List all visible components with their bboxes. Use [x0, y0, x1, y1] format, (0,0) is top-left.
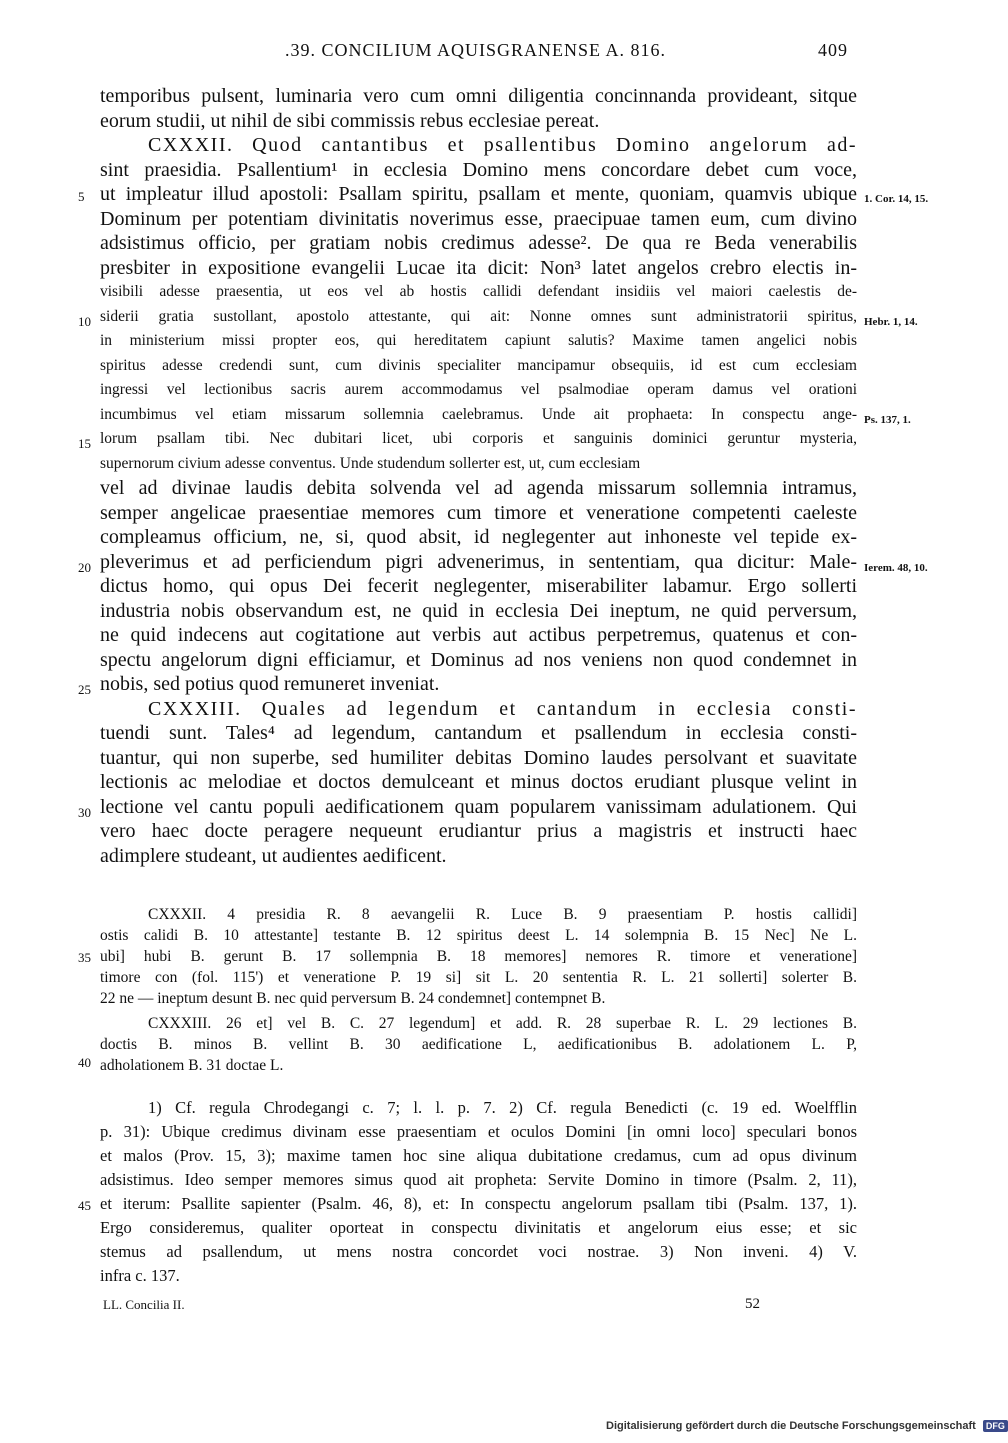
footnote-line: stemus ad psallendum, ut mens nostra concordet voci nostrae. 3) Non inveni. 4) V. — [100, 1242, 857, 1261]
margin-reference: 1. Cor. 14, 15. — [864, 193, 929, 205]
line-number: 5 — [78, 189, 85, 204]
text-line: presbiter in expositione evangelii Lucae ita dicit: Non³ latet angelos crebro electis in- — [100, 256, 857, 279]
line-number: 30 — [78, 805, 91, 820]
apparatus-line: CXXXII. 4 presidia R. 8 aevangelii R. Luce B. 9 praesentiam P. hostis callidi] — [148, 906, 857, 923]
text-line: tuantur, qui non superbe, sed humiliter debitas Domino laudes persolvant et suavitate — [100, 746, 857, 769]
text-line: ut impleatur illud apostoli: Psallam spiritu, psallam et mente, quoniam, quamvis ubique — [100, 183, 857, 205]
apparatus-line: doctis B. minos B. vellint B. 30 aedificatione L, aedificationibus B. adolationem L. P, — [100, 1036, 857, 1053]
line-number: 15 — [78, 436, 91, 451]
signature-mark: LL. Concilia II. — [103, 1297, 185, 1312]
line-number: 40 — [78, 1055, 91, 1070]
text-line: visibili adesse praesentia, ut eos vel ab hostis callidi defendant insidiis vel maiori caelestis de- — [100, 283, 857, 300]
text-line: vero haec docte peragere nequeunt erudiantur prius a magistris et instructi haec — [100, 820, 857, 842]
footnotes — [100, 1096, 857, 1288]
text-line: dictus homo, qui opus Dei fecerit neglegenter, miserabiliter labamur. Ergo sollerti — [100, 575, 857, 597]
margin-reference: Ierem. 48, 10. — [864, 562, 928, 574]
apparatus-line: CXXXIII. 26 et] vel B. C. 27 legendum] et add. R. 28 superbae R. L. 29 lectiones B. — [148, 1015, 857, 1032]
line-number: 45 — [78, 1198, 91, 1213]
sheet-number: 52 — [745, 1296, 760, 1312]
footnote-line: infra c. 137. — [100, 1266, 180, 1285]
text-line: compleamus officium, ne, si, quod absit, id neglegenter aut inhoneste vel tepide ex- — [100, 526, 857, 548]
text-line: Dominum per potentiam divinitatis noverimus esse, praecipuae tamen eum, cum divino — [100, 207, 857, 230]
text-line: industria nobis observandum est, ne quid in ecclesia Dei ineptum, ne quid perversum, — [100, 599, 857, 622]
text-line: incumbimus vel etiam missarum sollemnia caelebramus. Unde ait prophaeta: In conspectu ange- — [100, 405, 857, 423]
text-line: eorum studii, ut nihil de sibi commissis rebus ecclesiae pereat. — [100, 109, 600, 132]
text-line: nobis, sed potius quod remuneret inveniat. — [100, 673, 440, 695]
line-number: 35 — [78, 950, 91, 965]
text-line: pleverimus et ad perficiendum pigri advenerimus, in sententiam, qua dicitur: Male- — [100, 550, 857, 573]
footnote-line: p. 31): Ubique credimus divinam esse praesentiam et oculos Domini [in omni loco] speculari bonos — [100, 1122, 857, 1141]
text-line: siderii gratia sustollant, apostolo attestante, qui ait: Nonne omnes sunt administratorii spiritus, — [100, 307, 857, 325]
main-text — [100, 84, 857, 868]
digitization-credit-text: Digitalisierung gefördert durch die Deutsche Forschungsgemeinschaft — [606, 1420, 976, 1432]
chapter-heading: CXXXIII. Quales ad legendum et cantandum in ecclesia consti- — [148, 697, 857, 720]
line-number: 10 — [78, 314, 91, 329]
text-line: in ministerium missi propter eos, qui hereditatem capiunt salutis? Maxime tamen angelici nobis — [100, 332, 857, 349]
footnote-line: 1) Cf. regula Chrodegangi c. 7; l. l. p. 7. 2) Cf. regula Benedicti (c. 19 ed. Woelfflin — [148, 1098, 857, 1117]
footnote-line: et malos (Prov. 15, 3); maxime tamen hoc sine aliqua dubitatione credamus, cum ad opus divinum — [100, 1146, 857, 1165]
text-line: sint praesidia. Psallentium¹ in ecclesia Domino mens concordare debet cum voce, — [100, 158, 857, 181]
apparatus-line: adholationem B. 31 doctae L. — [100, 1057, 284, 1074]
text-line: lorum psallam tibi. Nec dubitari licet, ubi corporis et sanguinis dominici geruntur mysteria, — [100, 430, 857, 447]
apparatus-line: 22 ne — ineptum desunt B. nec quid perversum B. 24 condemnet] contempnet B. — [100, 990, 606, 1007]
line-number: 25 — [78, 682, 91, 697]
running-title: .39. CONCILIUM AQUISGRANENSE A. 816. — [285, 40, 667, 60]
text-line: adsistimus officio, per gratiam nobis credimus adesse². De qua re Beda venerabilis — [100, 232, 857, 254]
text-line: lectionis ac melodiae et doctos demulceant et minus doctos erudiant plusque velint in — [100, 771, 857, 793]
text-line: spectu angelorum digni efficiamur, et Dominus ad nos veniens non quod condemnet in — [100, 648, 857, 671]
footnote-line: adsistimus. Ideo semper memores simus quod ait propheta: Servite Domino in timore (Psalm. 2, 11), — [100, 1170, 857, 1189]
text-line: ne quid indecens aut cogitatione aut verbis aut actibus perpetremus, quatenus et con- — [100, 624, 857, 646]
line-number: 20 — [78, 560, 91, 575]
critical-apparatus — [100, 904, 857, 1076]
text-line: ingressi vel lectionibus sacris aurem accommodamus vel psalmodiae operam damus vel orationi — [100, 381, 857, 398]
dfg-logo-icon: DFG — [983, 1420, 1008, 1432]
text-line: adimplere studeant, ut audientes aedificent. — [100, 844, 447, 867]
apparatus-line: ubi] hubi B. gerunt B. 17 sollempnia B. 18 memores] nemores R. timore et veneratione] — [100, 948, 857, 965]
margin-reference: Hebr. 1, 14. — [864, 316, 918, 328]
apparatus-line: ostis calidi B. 10 attestante] testante B. 12 spiritus deest L. 14 solempnia B. 15 Nec] Ne L. — [100, 927, 857, 944]
digitization-credit — [606, 1420, 1008, 1432]
footnote-line: Ergo consideremus, qualiter oporteat in conspectu divinitatis et angelorum eius esse; et sic — [100, 1218, 857, 1237]
text-line: temporibus pulsent, luminaria vero cum omni diligentia concinnanda provideant, sitque — [100, 85, 857, 107]
text-line: vel ad divinae laudis debita solvenda vel ad agenda missarum sollemnia intramus, — [100, 477, 857, 499]
text-line: semper angelicae praesentiae memores cum timore et veneratione competenti caeleste — [100, 501, 857, 524]
margin-reference: Ps. 137, 1. — [864, 414, 911, 426]
text-line: lectione vel cantu populi aedificationem quam popularem vanissimam adulationem. Qui — [100, 795, 857, 818]
page-number: 409 — [818, 40, 848, 60]
footnote-line: et iterum: Psallite sapienter (Psalm. 46, 8), et: In conspectu angelorum psallam tibi (Psalm. 137, 1). — [100, 1194, 857, 1213]
text-line: spiritus adesse credendi sunt, cum divinis specialiter mancipamur obsequiis, id est cum ecclesiam — [100, 356, 857, 374]
chapter-heading: CXXXII. Quod cantantibus et psallentibus Domino angelorum ad- — [148, 134, 857, 156]
text-line: tuendi sunt. Tales⁴ ad legendum, cantandum et psallendum in ecclesia consti- — [100, 722, 857, 744]
apparatus-line: timore con (fol. 115') et veneratione P. 19 si] sit L. 20 sententia R. L. 21 sollerti] solerter B. — [100, 969, 857, 986]
text-line: supernorum civium adesse conventus. Unde studendum sollerter est, ut, cum ecclesiam — [100, 454, 641, 472]
